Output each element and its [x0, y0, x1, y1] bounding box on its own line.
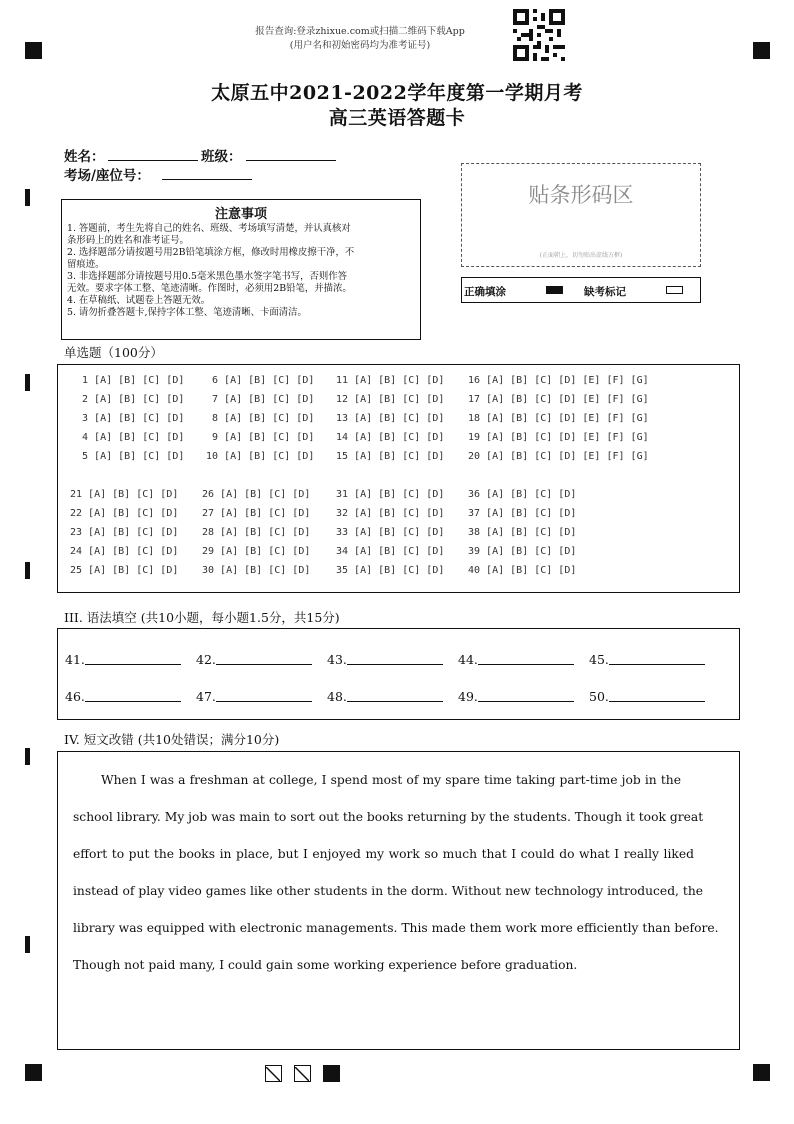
mc-group[interactable]: 39 [A] [B] [C] [D]: [468, 546, 577, 557]
absent-mark-box[interactable]: [666, 286, 683, 294]
notice-line: 4. 在草稿纸、试题卷上答题无效。: [67, 295, 211, 306]
mc-group[interactable]: 23 [A] [B] [C] [D]: [70, 527, 179, 538]
mc-group[interactable]: 35 [A] [B] [C] [D]: [336, 565, 445, 576]
answer-line[interactable]: [216, 701, 312, 702]
item-number: 42.: [196, 652, 216, 667]
barcode-label: 贴条形码区: [528, 183, 634, 207]
grammar-item: [65, 689, 85, 704]
passage-line[interactable]: library was equipped with electronic managements. This made them work more efficiently than before.: [73, 921, 719, 935]
correct-fill-sample: [546, 286, 563, 294]
mc-group[interactable]: 31 [A] [B] [C] [D]: [336, 489, 445, 500]
mc-group[interactable]: 19 [A] [B] [C] [D] [E] [F] [G]: [468, 432, 649, 443]
mc-group[interactable]: 6 [A] [B] [C] [D]: [206, 375, 315, 386]
notice-line: 条形码上的姓名和准考证号。: [67, 235, 189, 246]
crossed-box-icon: [294, 1065, 311, 1082]
barcode-area: [461, 163, 701, 267]
corner-mark: [753, 1064, 770, 1081]
room-seat-field[interactable]: [162, 165, 252, 180]
notice-line: 留痕迹。: [67, 259, 105, 270]
name-field[interactable]: [108, 146, 198, 161]
item-number: 44.: [458, 652, 478, 667]
mc-group[interactable]: 8 [A] [B] [C] [D]: [206, 413, 315, 424]
correction-section-label: IV. 短文改错 (共10处错误；满分10分): [64, 732, 280, 747]
answer-line[interactable]: [85, 701, 181, 702]
passage-line[interactable]: school library. My job was main to sort out the books returning by the students. Though it took great: [73, 810, 704, 824]
answer-line[interactable]: [478, 701, 574, 702]
item-number: 46.: [65, 689, 85, 704]
mc-group[interactable]: 28 [A] [B] [C] [D]: [202, 527, 311, 538]
mc-group[interactable]: 2 [A] [B] [C] [D]: [76, 394, 185, 405]
mc-group[interactable]: 38 [A] [B] [C] [D]: [468, 527, 577, 538]
grammar-answer-box: [57, 628, 740, 720]
corner-mark: [25, 1064, 42, 1081]
grammar-item: [327, 689, 347, 704]
report-query-note: 报告查询:登录zhixue.com或扫描二维码下载App: [255, 26, 465, 37]
grammar-item: [196, 689, 216, 704]
timing-mark: [25, 936, 30, 953]
class-label: 班级：: [201, 149, 242, 165]
corner-mark: [25, 42, 42, 59]
mc-group[interactable]: 3 [A] [B] [C] [D]: [76, 413, 185, 424]
correction-answer-box[interactable]: [57, 751, 740, 1050]
mc-group[interactable]: 40 [A] [B] [C] [D]: [468, 565, 577, 576]
mc-group[interactable]: 4 [A] [B] [C] [D]: [76, 432, 185, 443]
mc-group[interactable]: 37 [A] [B] [C] [D]: [468, 508, 577, 519]
mc-group[interactable]: 33 [A] [B] [C] [D]: [336, 527, 445, 538]
mc-group[interactable]: 25 [A] [B] [C] [D]: [70, 565, 179, 576]
corner-mark: [753, 42, 770, 59]
item-number: 41.: [65, 652, 85, 667]
mc-group[interactable]: 16 [A] [B] [C] [D] [E] [F] [G]: [468, 375, 649, 386]
item-number: 48.: [327, 689, 347, 704]
answer-line[interactable]: [347, 664, 443, 665]
grammar-item: [327, 652, 347, 667]
timing-mark: [25, 189, 30, 206]
timing-mark: [25, 748, 30, 765]
mc-group[interactable]: 22 [A] [B] [C] [D]: [70, 508, 179, 519]
notice-line: 2. 选择题部分请按题号用2B铅笔填涂方框，修改时用橡皮擦干净，不: [67, 247, 355, 258]
name-label: 姓名：: [64, 149, 105, 165]
mc-group[interactable]: 5 [A] [B] [C] [D]: [76, 451, 185, 462]
passage-line[interactable]: effort to put the books in place, but I enjoyed my work so much that I could do what I really liked: [73, 847, 694, 861]
answer-line[interactable]: [609, 701, 705, 702]
mc-group[interactable]: 12 [A] [B] [C] [D]: [336, 394, 445, 405]
mc-group[interactable]: 9 [A] [B] [C] [D]: [206, 432, 315, 443]
mc-group[interactable]: 7 [A] [B] [C] [D]: [206, 394, 315, 405]
mc-answer-box: [57, 364, 740, 593]
mc-group[interactable]: 27 [A] [B] [C] [D]: [202, 508, 311, 519]
passage-line[interactable]: instead of play video games like other students in the dorm. Without new technology introduced, the: [73, 884, 704, 898]
timing-mark: [25, 374, 30, 391]
login-hint: (用户名和初始密码均为准考证号): [289, 40, 431, 51]
notice-line: 1. 答题前，考生先将自己的姓名、班级、考场填写清楚，并认真核对: [67, 223, 351, 234]
answer-line[interactable]: [609, 664, 705, 665]
answer-sheet-title: 高三英语答题卡: [328, 107, 466, 129]
passage-line[interactable]: Though not paid many, I could gain some working experience before graduation.: [73, 958, 578, 972]
item-number: 43.: [327, 652, 347, 667]
mc-group[interactable]: 20 [A] [B] [C] [D] [E] [F] [G]: [468, 451, 649, 462]
passage-line[interactable]: When I was a freshman at college, I spend most of my spare time taking part-time job in the: [101, 773, 681, 787]
mc-group[interactable]: 32 [A] [B] [C] [D]: [336, 508, 445, 519]
mc-group[interactable]: 24 [A] [B] [C] [D]: [70, 546, 179, 557]
mc-group[interactable]: 14 [A] [B] [C] [D]: [336, 432, 445, 443]
filled-box-icon: [323, 1065, 340, 1082]
answer-line[interactable]: [478, 664, 574, 665]
notice-heading: 注意事项: [214, 207, 267, 222]
notice-box: [61, 199, 421, 340]
notice-line: 3. 非选择题部分请按题号用0.5毫米黑色墨水签字笔书写，否则作答: [67, 271, 347, 282]
notice-line: 无效。要求字体工整、笔迹清晰。作图时，必须用2B铅笔，并描浓。: [67, 283, 352, 294]
item-number: 45.: [589, 652, 609, 667]
class-field[interactable]: [246, 146, 336, 161]
answer-line[interactable]: [347, 701, 443, 702]
mc-group[interactable]: 18 [A] [B] [C] [D] [E] [F] [G]: [468, 413, 649, 424]
room-seat-label: 考场/座位号：: [64, 168, 150, 184]
timing-mark: [25, 562, 30, 579]
grammar-item: [589, 652, 609, 667]
mc-group[interactable]: 29 [A] [B] [C] [D]: [202, 546, 311, 557]
notice-line: 5. 请勿折叠答题卡,保持字体工整、笔迹清晰、卡面清洁。: [67, 307, 307, 318]
fill-legend: [461, 277, 701, 303]
item-number: 50.: [589, 689, 609, 704]
mc-group[interactable]: 30 [A] [B] [C] [D]: [202, 565, 311, 576]
answer-line[interactable]: [216, 664, 312, 665]
mc-group[interactable]: 26 [A] [B] [C] [D]: [202, 489, 311, 500]
grammar-item: [65, 652, 85, 667]
mc-group[interactable]: 13 [A] [B] [C] [D]: [336, 413, 445, 424]
mc-group[interactable]: 10 [A] [B] [C] [D]: [206, 451, 315, 462]
mc-group[interactable]: 1 [A] [B] [C] [D]: [76, 375, 185, 386]
mc-section-label: 单选题（100分）: [64, 345, 163, 360]
mc-group[interactable]: 34 [A] [B] [C] [D]: [336, 546, 445, 557]
answer-line[interactable]: [85, 664, 181, 665]
correct-fill-label: 正确填涂: [464, 286, 506, 298]
mc-group[interactable]: 21 [A] [B] [C] [D]: [70, 489, 179, 500]
grammar-item: [196, 652, 216, 667]
item-number: 47.: [196, 689, 216, 704]
crossed-box-icon: [265, 1065, 282, 1082]
qr-code-icon: [513, 9, 565, 61]
grammar-item: [458, 652, 478, 667]
grammar-item: [589, 689, 609, 704]
grammar-section-label: III. 语法填空 (共10小题，每小题1.5分，共15分): [64, 610, 340, 625]
absent-mark-label: 缺考标记: [584, 286, 626, 298]
barcode-hint: (正面朝上，切勿贴出虚线方框): [539, 252, 623, 259]
mc-group[interactable]: 11 [A] [B] [C] [D]: [336, 375, 445, 386]
item-number: 49.: [458, 689, 478, 704]
mc-group[interactable]: 15 [A] [B] [C] [D]: [336, 451, 445, 462]
mc-group[interactable]: 36 [A] [B] [C] [D]: [468, 489, 577, 500]
grammar-item: [458, 689, 478, 704]
exam-title: 太原五中2021-2022学年度第一学期月考: [211, 82, 583, 104]
mc-group[interactable]: 17 [A] [B] [C] [D] [E] [F] [G]: [468, 394, 649, 405]
